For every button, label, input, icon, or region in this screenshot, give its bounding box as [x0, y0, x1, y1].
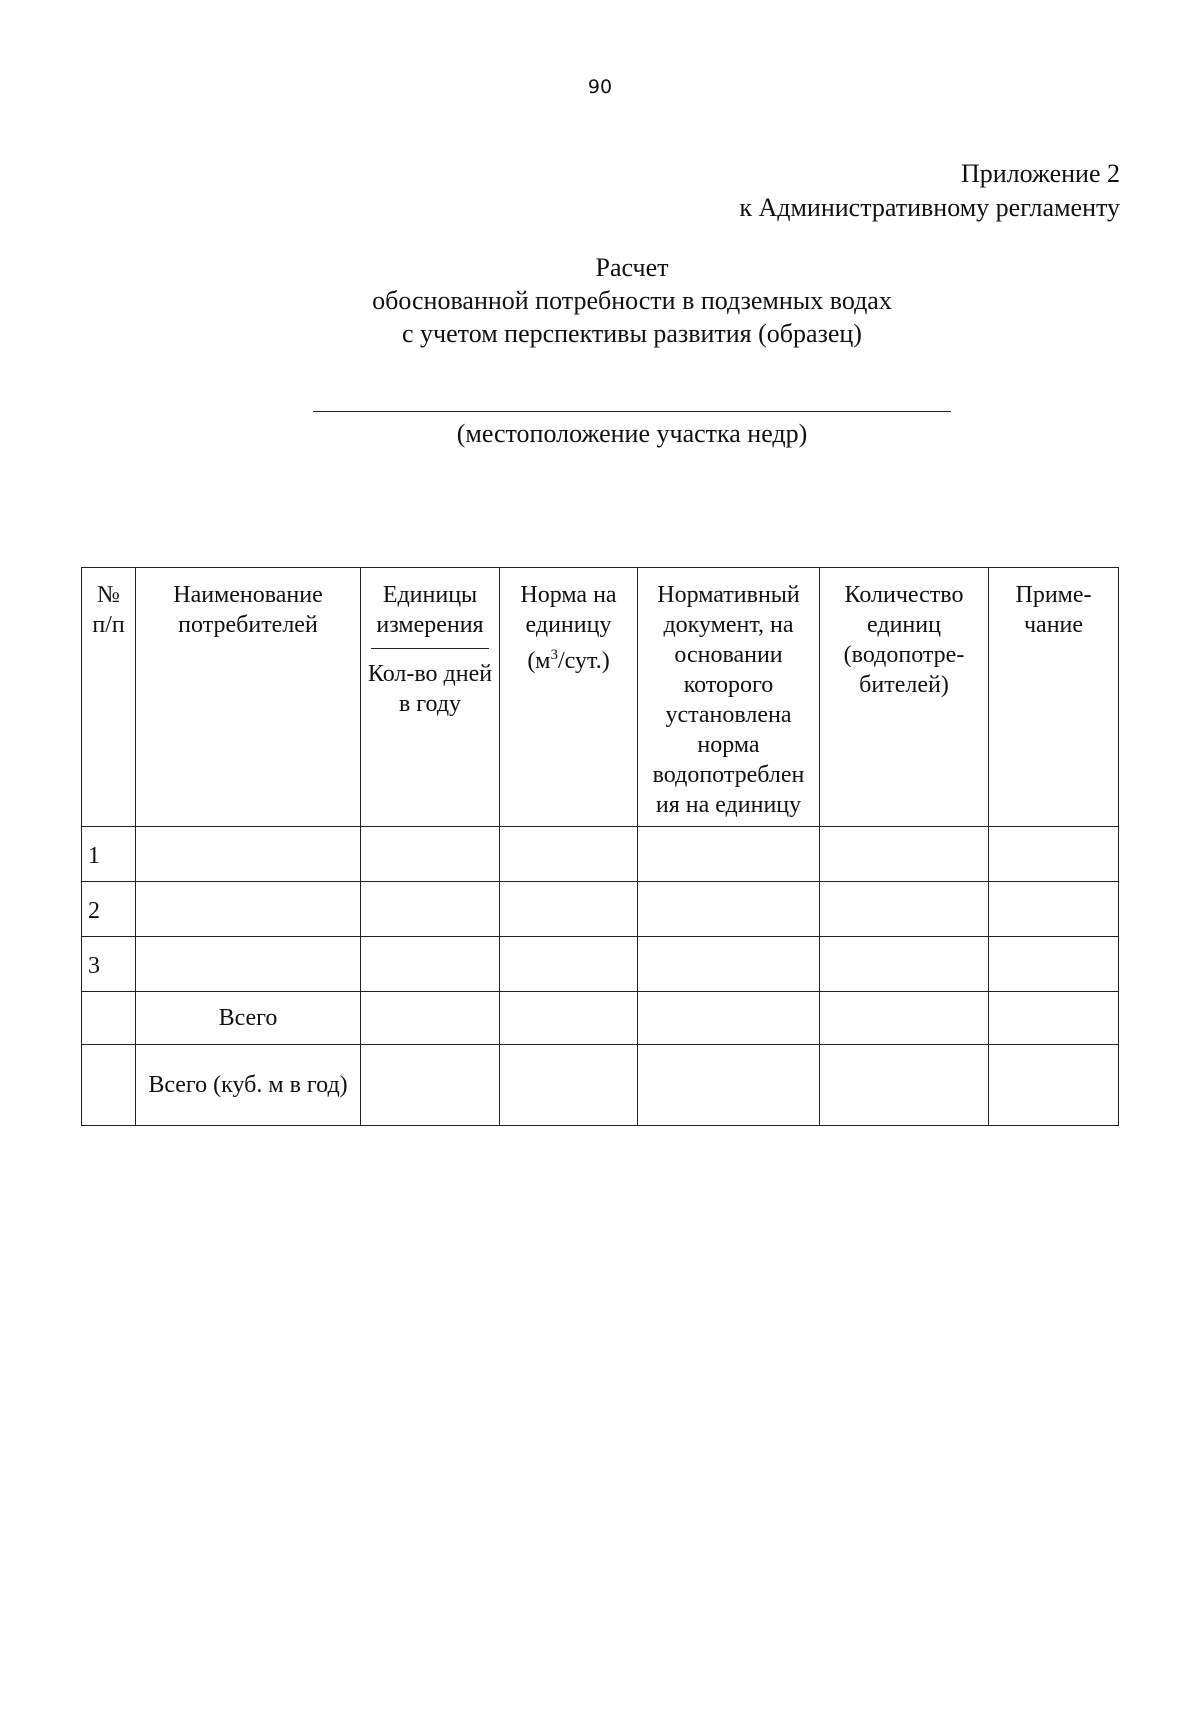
- row-num: 1: [82, 827, 136, 882]
- table-header-row: [82, 568, 1119, 827]
- cell-doc: [638, 992, 820, 1045]
- cell-doc: [638, 1045, 820, 1126]
- cell-qty: [820, 1045, 989, 1126]
- header-days: Кол-во дней в году: [367, 661, 493, 717]
- cell-qty: [820, 992, 989, 1045]
- cell-qty: [820, 827, 989, 882]
- header-norm-suffix: /сут.): [558, 648, 610, 674]
- appendix-reference: [739, 157, 1120, 225]
- cell-units: [361, 1045, 500, 1126]
- cell-doc: [638, 827, 820, 882]
- header-num: № п/п: [82, 568, 136, 827]
- appendix-line-2: к Административному регламенту: [739, 193, 1120, 222]
- table-row: [82, 937, 1119, 992]
- location-blank-line: [313, 411, 951, 412]
- cell-units: [361, 937, 500, 992]
- cell-norm: [500, 882, 638, 937]
- page-number: 90: [587, 76, 613, 98]
- cell-note: [989, 992, 1119, 1045]
- cell-norm: [500, 992, 638, 1045]
- document-title: [0, 251, 1200, 350]
- title-line-3: с учетом перспективы развития (образец): [402, 319, 862, 348]
- row-num: 2: [82, 882, 136, 937]
- cell-name: [136, 937, 361, 992]
- cell-qty: [820, 937, 989, 992]
- location-caption: (местоположение участка недр): [456, 419, 808, 448]
- cell-qty: [820, 882, 989, 937]
- cell-norm: [500, 937, 638, 992]
- header-norm-prefix: Норма на единицу (м: [520, 582, 617, 674]
- cell-norm: [500, 827, 638, 882]
- header-qty: Количество единиц (водопотре-бителей): [820, 568, 989, 827]
- cell-note: [989, 882, 1119, 937]
- cell-name: [136, 827, 361, 882]
- table-row: [82, 882, 1119, 937]
- cell-units: [361, 992, 500, 1045]
- cell-note: [989, 937, 1119, 992]
- cell-note: [989, 1045, 1119, 1126]
- cell-doc: [638, 882, 820, 937]
- header-name: Наименование потребителей: [136, 568, 361, 827]
- cell-norm: [500, 1045, 638, 1126]
- cell-note: [989, 827, 1119, 882]
- cell-num: [82, 1045, 136, 1126]
- table-row: [82, 827, 1119, 882]
- calculation-table: [81, 567, 1119, 1126]
- header-norm: [500, 568, 638, 827]
- appendix-line-1: Приложение 2: [960, 159, 1120, 188]
- row-num: 3: [82, 937, 136, 992]
- cell-units: [361, 827, 500, 882]
- title-line-1: Расчет: [595, 253, 669, 282]
- cell-num: [82, 992, 136, 1045]
- cell-name: [136, 882, 361, 937]
- total-year-row: [82, 1045, 1119, 1126]
- header-units: Единицы измерения: [371, 568, 489, 649]
- cell-doc: [638, 937, 820, 992]
- header-units-days: [361, 568, 500, 827]
- total-row: [82, 992, 1119, 1045]
- header-note: Приме-чание: [989, 568, 1119, 827]
- title-line-2: обоснованной потребности в подземных водах: [372, 286, 892, 315]
- header-doc: Нормативный документ, на основании которого установлена норма водопотреблен ия на единицу: [638, 568, 820, 827]
- total-year-label: Всего (куб. м в год): [136, 1045, 361, 1126]
- header-norm-sup: 3: [550, 647, 558, 663]
- total-label: Всего: [136, 992, 361, 1045]
- cell-units: [361, 882, 500, 937]
